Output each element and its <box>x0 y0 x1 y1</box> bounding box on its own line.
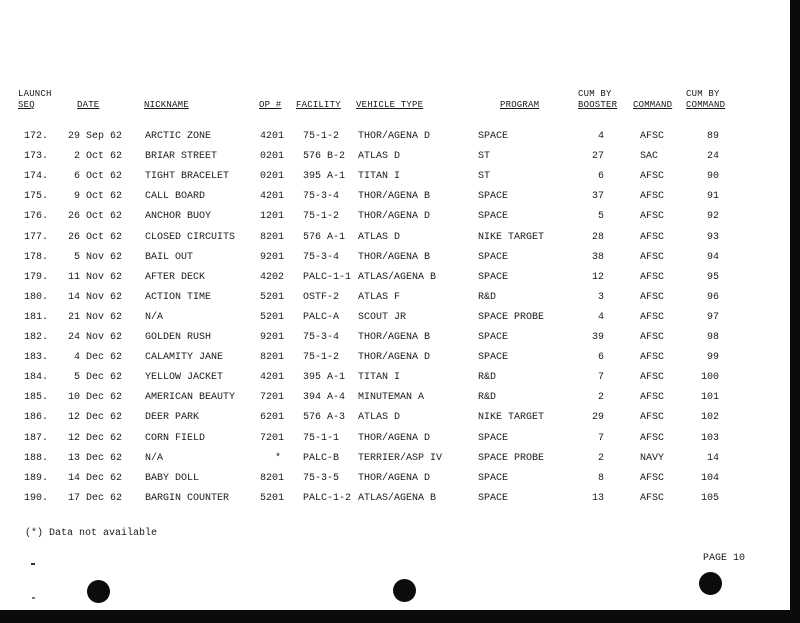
cum-by-command-cell: 95 <box>706 271 719 283</box>
facility-cell: 75-1-2 <box>303 352 340 364</box>
command-cell: AFSC <box>640 492 665 504</box>
date-cell: 2 Oct 62 <box>73 151 122 163</box>
launch-seq-cell: 188. <box>23 452 48 464</box>
command-cell: AFSC <box>640 311 665 323</box>
table-row <box>0 471 800 487</box>
cum-by-booster-cell: 38 <box>591 251 604 263</box>
punch-hole-left <box>87 580 110 603</box>
cum-by-booster-cell: 5 <box>597 211 604 223</box>
op-number-cell: 8201 <box>260 352 285 364</box>
cum-by-booster-cell: 13 <box>591 492 604 504</box>
program-cell: SPACE <box>478 251 509 263</box>
cum-by-booster-cell: 7 <box>597 432 604 444</box>
header-cum-booster-line2: BOOSTER <box>578 100 618 110</box>
table-row <box>0 451 800 467</box>
date-cell: 24 Nov 62 <box>67 332 122 343</box>
command-cell: SAC <box>640 151 659 163</box>
scan-edge-bottom <box>0 610 800 623</box>
program-cell: SPACE <box>478 432 509 444</box>
date-cell: 26 Oct 62 <box>67 231 122 243</box>
facility-cell: PALC-1-2 <box>303 492 352 504</box>
op-number-cell: 4202 <box>260 271 285 283</box>
cum-by-booster-cell: 4 <box>597 311 604 323</box>
facility-cell: 576 A-1 <box>303 231 346 243</box>
table-row <box>0 250 800 266</box>
date-cell: 14 Dec 62 <box>67 472 122 484</box>
program-cell: ST <box>478 151 491 163</box>
program-cell: SPACE <box>478 191 509 203</box>
nickname-cell: DEER PARK <box>145 412 200 424</box>
nickname-cell: N/A <box>145 311 164 323</box>
cum-by-booster-cell: 4 <box>597 131 604 142</box>
cum-by-command-cell: 103 <box>700 432 719 444</box>
facility-cell: 394 A-4 <box>303 392 346 404</box>
cum-by-command-cell: 92 <box>706 211 719 223</box>
page-number: PAGE 10 <box>703 553 746 564</box>
header-nickname: NICKNAME <box>144 100 189 110</box>
nickname-cell: CALL BOARD <box>145 191 206 203</box>
program-cell: SPACE PROBE <box>478 311 545 323</box>
vehicle-type-cell: THOR/AGENA D <box>358 211 431 223</box>
footnote: (*) Data not available <box>25 528 158 539</box>
op-number-cell: 4201 <box>260 372 285 384</box>
facility-cell: 576 B-2 <box>303 151 346 163</box>
stray-mark <box>32 597 35 599</box>
header-launch-line2: SEQ <box>18 100 35 110</box>
header-date: DATE <box>77 100 100 110</box>
vehicle-type-cell: THOR/AGENA D <box>358 472 431 484</box>
table-row <box>0 350 800 366</box>
op-number-cell: 4201 <box>260 131 285 142</box>
launch-seq-cell: 185. <box>23 392 48 404</box>
cum-by-command-cell: 104 <box>700 472 719 484</box>
cum-by-booster-cell: 3 <box>597 291 604 303</box>
cum-by-booster-cell: 6 <box>597 171 604 183</box>
cum-by-command-cell: 102 <box>700 412 719 424</box>
op-number-cell: 9201 <box>260 251 285 263</box>
vehicle-type-cell: THOR/AGENA D <box>358 131 431 142</box>
stray-mark <box>31 563 35 565</box>
header-cum-by-command <box>686 89 725 111</box>
table-row <box>0 189 800 205</box>
op-number-cell: 7201 <box>260 432 285 444</box>
cum-by-command-cell: 99 <box>706 352 719 364</box>
table-row <box>0 169 800 185</box>
table-row <box>0 149 800 165</box>
op-number-cell: 5201 <box>260 311 285 323</box>
vehicle-type-cell: THOR/AGENA B <box>358 332 431 343</box>
header-cum-command-line1: CUM BY <box>686 89 720 99</box>
vehicle-type-cell: THOR/AGENA D <box>358 352 431 364</box>
command-cell: NAVY <box>640 452 665 464</box>
command-cell: AFSC <box>640 432 665 444</box>
program-cell: SPACE <box>478 332 509 343</box>
launch-seq-cell: 173. <box>23 151 48 163</box>
cum-by-booster-cell: 39 <box>591 332 604 343</box>
program-cell: SPACE <box>478 472 509 484</box>
table-row <box>0 209 800 225</box>
program-cell: SPACE <box>478 352 509 364</box>
program-cell: SPACE <box>478 492 509 504</box>
facility-cell: 576 A-3 <box>303 412 346 424</box>
date-cell: 29 Sep 62 <box>67 131 122 142</box>
nickname-cell: GOLDEN RUSH <box>145 332 212 343</box>
launch-seq-cell: 175. <box>23 191 48 203</box>
cum-by-booster-cell: 7 <box>597 372 604 384</box>
date-cell: 12 Dec 62 <box>67 412 122 424</box>
program-cell: R&D <box>478 291 497 303</box>
table-row <box>0 410 800 426</box>
date-cell: 4 Dec 62 <box>73 352 122 364</box>
facility-cell: PALC-A <box>303 311 340 323</box>
command-cell: AFSC <box>640 231 665 243</box>
op-number-cell: 8201 <box>260 472 285 484</box>
header-cum-by-booster <box>578 89 617 111</box>
facility-cell: 75-1-2 <box>303 131 340 142</box>
vehicle-type-cell: ATLAS D <box>358 231 401 243</box>
date-cell: 14 Nov 62 <box>67 291 122 303</box>
program-cell: R&D <box>478 392 497 404</box>
facility-cell: 75-1-1 <box>303 432 340 444</box>
command-cell: AFSC <box>640 472 665 484</box>
program-cell: SPACE <box>478 271 509 283</box>
table-row <box>0 230 800 246</box>
nickname-cell: ACTION TIME <box>145 291 212 303</box>
nickname-cell: BABY DOLL <box>145 472 200 484</box>
launch-seq-cell: 186. <box>23 412 48 424</box>
header-op: OP # <box>259 100 282 110</box>
command-cell: AFSC <box>640 211 665 223</box>
table-row <box>0 290 800 306</box>
program-cell: NIKE TARGET <box>478 412 545 424</box>
cum-by-command-cell: 94 <box>706 251 719 263</box>
program-cell: SPACE <box>478 211 509 223</box>
punch-hole-right <box>699 572 722 595</box>
op-number-cell: 0201 <box>260 151 285 163</box>
header-command: COMMAND <box>633 100 673 110</box>
vehicle-type-cell: TERRIER/ASP IV <box>358 452 443 464</box>
facility-cell: 75-3-4 <box>303 332 340 343</box>
vehicle-type-cell: ATLAS D <box>358 151 401 163</box>
launch-seq-cell: 179. <box>23 271 48 283</box>
cum-by-booster-cell: 2 <box>597 392 604 404</box>
vehicle-type-cell: MINUTEMAN A <box>358 392 425 404</box>
program-cell: ST <box>478 171 491 183</box>
cum-by-command-cell: 96 <box>706 291 719 303</box>
table-row <box>0 129 800 145</box>
cum-by-command-cell: 97 <box>706 311 719 323</box>
header-cum-command-line2: COMMAND <box>686 100 726 110</box>
launch-seq-cell: 187. <box>23 432 48 444</box>
header-launch-line1: LAUNCH <box>18 89 52 99</box>
date-cell: 11 Nov 62 <box>67 271 122 283</box>
command-cell: AFSC <box>640 131 665 142</box>
nickname-cell: YELLOW JACKET <box>145 372 224 384</box>
cum-by-booster-cell: 27 <box>591 151 604 163</box>
cum-by-command-cell: 89 <box>706 131 719 142</box>
vehicle-type-cell: ATLAS/AGENA B <box>358 492 437 504</box>
nickname-cell: CORN FIELD <box>145 432 206 444</box>
facility-cell: PALC-1-1 <box>303 271 352 283</box>
command-cell: AFSC <box>640 271 665 283</box>
nickname-cell: BARGIN COUNTER <box>145 492 230 504</box>
nickname-cell: AMERICAN BEAUTY <box>145 392 236 404</box>
date-cell: 26 Oct 62 <box>67 211 122 223</box>
launch-seq-cell: 182. <box>23 332 48 343</box>
op-number-cell: 0201 <box>260 171 285 183</box>
launch-seq-cell: 174. <box>23 171 48 183</box>
op-number-cell: 6201 <box>260 412 285 424</box>
nickname-cell: N/A <box>145 452 164 464</box>
op-number-cell: 5201 <box>260 492 285 504</box>
cum-by-booster-cell: 37 <box>591 191 604 203</box>
cum-by-booster-cell: 6 <box>597 352 604 364</box>
op-number-cell: 9201 <box>260 332 285 343</box>
command-cell: AFSC <box>640 372 665 384</box>
facility-cell: OSTF-2 <box>303 291 340 303</box>
cum-by-command-cell: 100 <box>700 372 719 384</box>
vehicle-type-cell: THOR/AGENA D <box>358 432 431 444</box>
nickname-cell: BRIAR STREET <box>145 151 218 163</box>
nickname-cell: CALAMITY JANE <box>145 352 224 364</box>
table-row <box>0 330 800 346</box>
program-cell: NIKE TARGET <box>478 231 545 243</box>
program-cell: R&D <box>478 372 497 384</box>
cum-by-command-cell: 90 <box>706 171 719 183</box>
vehicle-type-cell: ATLAS D <box>358 412 401 424</box>
command-cell: AFSC <box>640 392 665 404</box>
launch-seq-cell: 183. <box>23 352 48 364</box>
scan-edge-right <box>790 0 800 623</box>
nickname-cell: AFTER DECK <box>145 271 206 283</box>
header-vehicle-type: VEHICLE TYPE <box>356 100 424 110</box>
op-number-cell: 1201 <box>260 211 285 223</box>
op-number-cell: 7201 <box>260 392 285 404</box>
nickname-cell: CLOSED CIRCUITS <box>145 231 236 243</box>
table-row <box>0 370 800 386</box>
nickname-cell: TIGHT BRACELET <box>145 171 230 183</box>
vehicle-type-cell: THOR/AGENA B <box>358 191 431 203</box>
date-cell: 10 Dec 62 <box>67 392 122 404</box>
vehicle-type-cell: TITAN I <box>358 372 401 384</box>
date-cell: 13 Dec 62 <box>67 452 122 464</box>
vehicle-type-cell: TITAN I <box>358 171 401 183</box>
command-cell: AFSC <box>640 191 665 203</box>
command-cell: AFSC <box>640 352 665 364</box>
date-cell: 5 Nov 62 <box>73 251 122 263</box>
launch-seq-cell: 184. <box>23 372 48 384</box>
header-program: PROGRAM <box>500 100 540 110</box>
date-cell: 9 Oct 62 <box>73 191 122 203</box>
vehicle-type-cell: SCOUT JR <box>358 311 407 323</box>
table-row <box>0 310 800 326</box>
cum-by-booster-cell: 28 <box>591 231 604 243</box>
command-cell: AFSC <box>640 171 665 183</box>
cum-by-booster-cell: 29 <box>591 412 604 424</box>
launch-seq-cell: 177. <box>23 231 48 243</box>
launch-seq-cell: 181. <box>23 311 48 323</box>
facility-cell: 395 A-1 <box>303 171 346 183</box>
vehicle-type-cell: ATLAS/AGENA B <box>358 271 437 283</box>
op-number-cell: * <box>275 452 282 464</box>
op-number-cell: 4201 <box>260 191 285 203</box>
cum-by-command-cell: 98 <box>706 332 719 343</box>
program-cell: SPACE <box>478 131 509 142</box>
command-cell: AFSC <box>640 251 665 263</box>
launch-seq-cell: 172. <box>23 131 48 142</box>
cum-by-command-cell: 91 <box>706 191 719 203</box>
cum-by-command-cell: 24 <box>706 151 719 163</box>
header-facility: FACILITY <box>296 100 341 110</box>
facility-cell: 395 A-1 <box>303 372 346 384</box>
launch-seq-cell: 180. <box>23 291 48 303</box>
facility-cell: 75-1-2 <box>303 211 340 223</box>
nickname-cell: BAIL OUT <box>145 251 194 263</box>
command-cell: AFSC <box>640 332 665 343</box>
command-cell: AFSC <box>640 291 665 303</box>
cum-by-booster-cell: 8 <box>597 472 604 484</box>
vehicle-type-cell: THOR/AGENA B <box>358 251 431 263</box>
nickname-cell: ARCTIC ZONE <box>145 131 212 142</box>
command-cell: AFSC <box>640 412 665 424</box>
cum-by-booster-cell: 12 <box>591 271 604 283</box>
launch-seq-cell: 176. <box>23 211 48 223</box>
facility-cell: PALC-B <box>303 452 340 464</box>
program-cell: SPACE PROBE <box>478 452 545 464</box>
date-cell: 17 Dec 62 <box>67 492 122 504</box>
date-cell: 21 Nov 62 <box>67 311 122 323</box>
header-cum-booster-line1: CUM BY <box>578 89 612 99</box>
cum-by-command-cell: 101 <box>700 392 719 404</box>
facility-cell: 75-3-5 <box>303 472 340 484</box>
facility-cell: 75-3-4 <box>303 191 340 203</box>
cum-by-command-cell: 14 <box>706 452 719 464</box>
launch-seq-cell: 190. <box>23 492 48 504</box>
punch-hole-center <box>393 579 416 602</box>
header-launch-seq <box>18 89 52 111</box>
table-row <box>0 270 800 286</box>
vehicle-type-cell: ATLAS F <box>358 291 401 303</box>
table-row <box>0 390 800 406</box>
date-cell: 12 Dec 62 <box>67 432 122 444</box>
nickname-cell: ANCHOR BUOY <box>145 211 212 223</box>
launch-seq-cell: 178. <box>23 251 48 263</box>
op-number-cell: 5201 <box>260 291 285 303</box>
table-row <box>0 431 800 447</box>
date-cell: 5 Dec 62 <box>73 372 122 384</box>
cum-by-command-cell: 93 <box>706 231 719 243</box>
launch-seq-cell: 189. <box>23 472 48 484</box>
table-row <box>0 491 800 507</box>
facility-cell: 75-3-4 <box>303 251 340 263</box>
op-number-cell: 8201 <box>260 231 285 243</box>
cum-by-command-cell: 105 <box>700 492 719 504</box>
date-cell: 6 Oct 62 <box>73 171 122 183</box>
cum-by-booster-cell: 2 <box>597 452 604 464</box>
